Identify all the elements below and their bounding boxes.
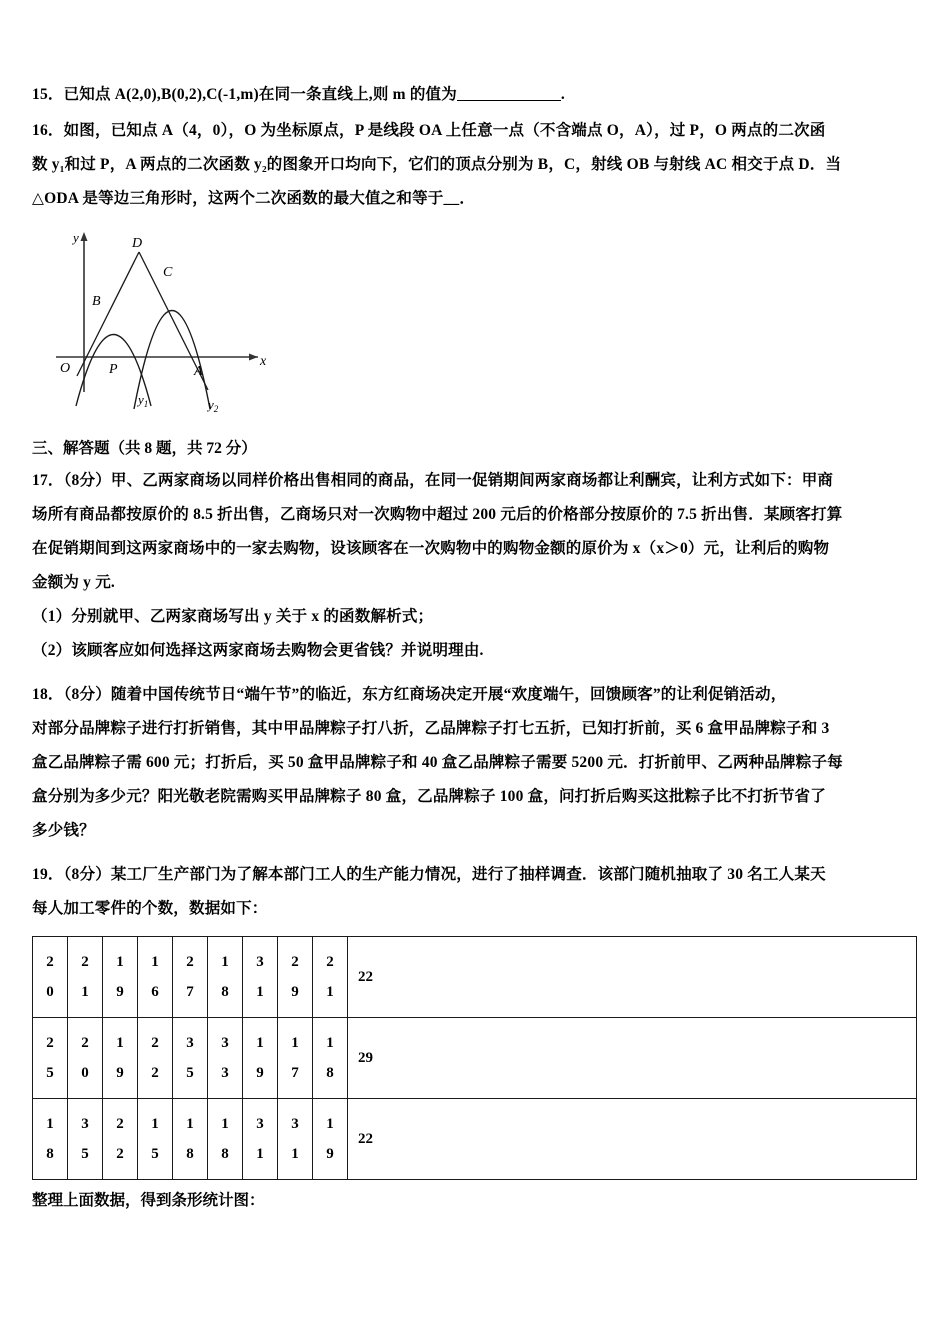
- table-cell: 18: [313, 1018, 348, 1099]
- table-cell: 19: [103, 937, 138, 1018]
- table-cell: 31: [278, 1099, 313, 1180]
- problem-17-subpart-2: （2）该顾客应如何选择这两家商场去购物会更省钱？并说明理由.: [32, 642, 484, 659]
- table-cell: 27: [173, 937, 208, 1018]
- table-cell-wide: 29: [348, 1018, 917, 1099]
- table-cell: 31: [243, 1099, 278, 1180]
- label-P: P: [109, 362, 118, 377]
- axes-group: [56, 232, 258, 392]
- label-curve-y1: $y_1$: [138, 392, 149, 409]
- question-15-number: 15．: [32, 86, 64, 103]
- problem-18-line-3: 盒乙品牌粽子需 600 元；打折后，买 50 盒甲品牌粽子和 40 盒乙品牌粽子需要 5200 元．打折前甲、乙两种品牌粽子每: [32, 754, 843, 771]
- problem-19-number: 19．: [32, 866, 64, 883]
- problem-18-line-4: 盒分别为多少元？阳光敬老院需购买甲品牌粽子 80 盒，乙品牌粽子 100 盒，问打折后购买这批粽子比不打折节省了: [32, 788, 826, 805]
- table-cell: 18: [208, 937, 243, 1018]
- table-cell: 21: [68, 937, 103, 1018]
- table-cell: 22: [138, 1018, 173, 1099]
- problem-17-number: 17．: [32, 472, 64, 489]
- table-cell: 19: [243, 1018, 278, 1099]
- parabola-figure-svg: [46, 224, 316, 414]
- table-cell: 19: [103, 1018, 138, 1099]
- table-cell: 20: [68, 1018, 103, 1099]
- question-15-line: [32, 78, 920, 112]
- question-15-trailing: .: [560, 86, 565, 103]
- label-O: O: [60, 361, 71, 376]
- problem-19-text-1: （8分）某工厂生产部门为了解本部门工人的生产能力情况，进行了抽样调查．该部门随机抽取了 30 名工人某天: [63, 866, 826, 883]
- problem-17-text-1: （8分）甲、乙两家商场以同样价格出售相同的商品，在同一促销期间两家商场都让利酬宾，让利方式如下：甲商: [63, 472, 834, 489]
- table-cell: 15: [138, 1099, 173, 1180]
- question-15: [32, 78, 920, 112]
- question-16-line-3: △ODA 是等边三角形时，这两个二次函数的最大值之和等于__．: [32, 190, 476, 207]
- problem-19: [32, 858, 920, 926]
- table-cell-wide: 22: [348, 937, 917, 1018]
- problem-17-line-4: 金额为 y 元.: [32, 574, 115, 591]
- table-cell: 35: [173, 1018, 208, 1099]
- problem-18-line-1: [32, 678, 920, 712]
- problem-18-number: 18．: [32, 686, 64, 703]
- parabola-figure: [46, 224, 316, 414]
- problem-17-line-3: 在促销期间到这两家商场中的一家去购物，设该顾客在一次购物中的购物金额的原价为 x（x＞0）元，让利后的购物: [32, 540, 830, 557]
- table-cell-wide: 22: [348, 1099, 917, 1180]
- table-cell: 16: [138, 937, 173, 1018]
- problem-18-text-1: （8分）随着中国传统节日“端午节”的临近，东方红商场决定开展“欢度端午，回馈顾客”的让利促销活动，: [63, 686, 787, 703]
- table-cell: 35: [68, 1099, 103, 1180]
- parabola-y2: [134, 311, 210, 410]
- spacer: [32, 420, 920, 428]
- problem-17-line-2: 场所有商品都按原价的 8.5 折出售，乙商场只对一次购物中超过 200 元后的价格部分按原价的 7.5 折出售．某顾客打算: [32, 506, 843, 523]
- question-16-text-1: 如图，已知点 A（4，0），O 为坐标原点，P 是线段 OA 上任意一点（不含端点 O，A），过 P，O 两点的二次函: [63, 122, 826, 139]
- x-axis-arrow: [249, 354, 258, 361]
- problem-19-line-1: [32, 858, 920, 892]
- table-cell: 17: [278, 1018, 313, 1099]
- label-D: D: [132, 236, 143, 251]
- data-table: [32, 936, 917, 1180]
- question-16-line-1: [32, 114, 920, 148]
- answer-blank[interactable]: [457, 86, 561, 101]
- problem-18: [32, 678, 920, 848]
- question-16: [32, 114, 920, 216]
- problem-17-line-1: [32, 464, 920, 498]
- table-cell: 20: [33, 937, 68, 1018]
- spacer: [32, 850, 920, 858]
- label-x-axis: x: [260, 354, 267, 369]
- label-curve-y2: $y_2$: [208, 397, 219, 414]
- table-row: [33, 1018, 917, 1099]
- spacer: [32, 670, 920, 678]
- table-row: [33, 1099, 917, 1180]
- table-cell: 29: [278, 937, 313, 1018]
- table-cell: 31: [243, 937, 278, 1018]
- problem-17-subpart-1: （1）分别就甲、乙两家商场写出 y 关于 x 的函数解析式；: [32, 608, 434, 625]
- table-cell: 21: [313, 937, 348, 1018]
- table-cell: 18: [33, 1099, 68, 1180]
- problem-19-line-2: 每人加工零件的个数，数据如下：: [32, 900, 268, 917]
- section-heading: 三、解答题（共 8 题，共 72 分）: [32, 440, 257, 457]
- problem-18-line-5: 多少钱？: [32, 822, 95, 839]
- table-row: [33, 937, 917, 1018]
- problem-17: [32, 464, 920, 668]
- table-cell: 18: [208, 1099, 243, 1180]
- problem-18-line-2: 对部分品牌粽子进行打折销售，其中甲品牌粽子打八折，乙品牌粽子打七五折，已知打折前，买 6 盒甲品牌粽子和 3: [32, 720, 830, 737]
- label-y-axis: y: [73, 230, 79, 245]
- table-cell: 33: [208, 1018, 243, 1099]
- after-table-text: 整理上面数据，得到条形统计图：: [32, 1192, 265, 1209]
- data-table-body: [33, 937, 917, 1180]
- question-16-number: 16．: [32, 122, 64, 139]
- table-cell: 22: [103, 1099, 138, 1180]
- question-16-line-2: 数 y₁和过 P，A 两点的二次函数 y₂的图象开口均向下，它们的顶点分别为 B，C，射线 OB 与射线 AC 相交于点 D．当: [32, 156, 842, 173]
- table-cell: 19: [313, 1099, 348, 1180]
- label-B: B: [92, 294, 101, 309]
- label-A: A: [194, 364, 203, 379]
- page-content: [32, 78, 920, 1216]
- table-cell: 18: [173, 1099, 208, 1180]
- y-axis-arrow: [81, 232, 88, 241]
- question-15-text: 已知点 A(2,0),B(0,2),C(-1,m)在同一条直线上,则 m 的值为: [63, 86, 457, 103]
- table-cell: 25: [33, 1018, 68, 1099]
- label-C: C: [163, 265, 173, 280]
